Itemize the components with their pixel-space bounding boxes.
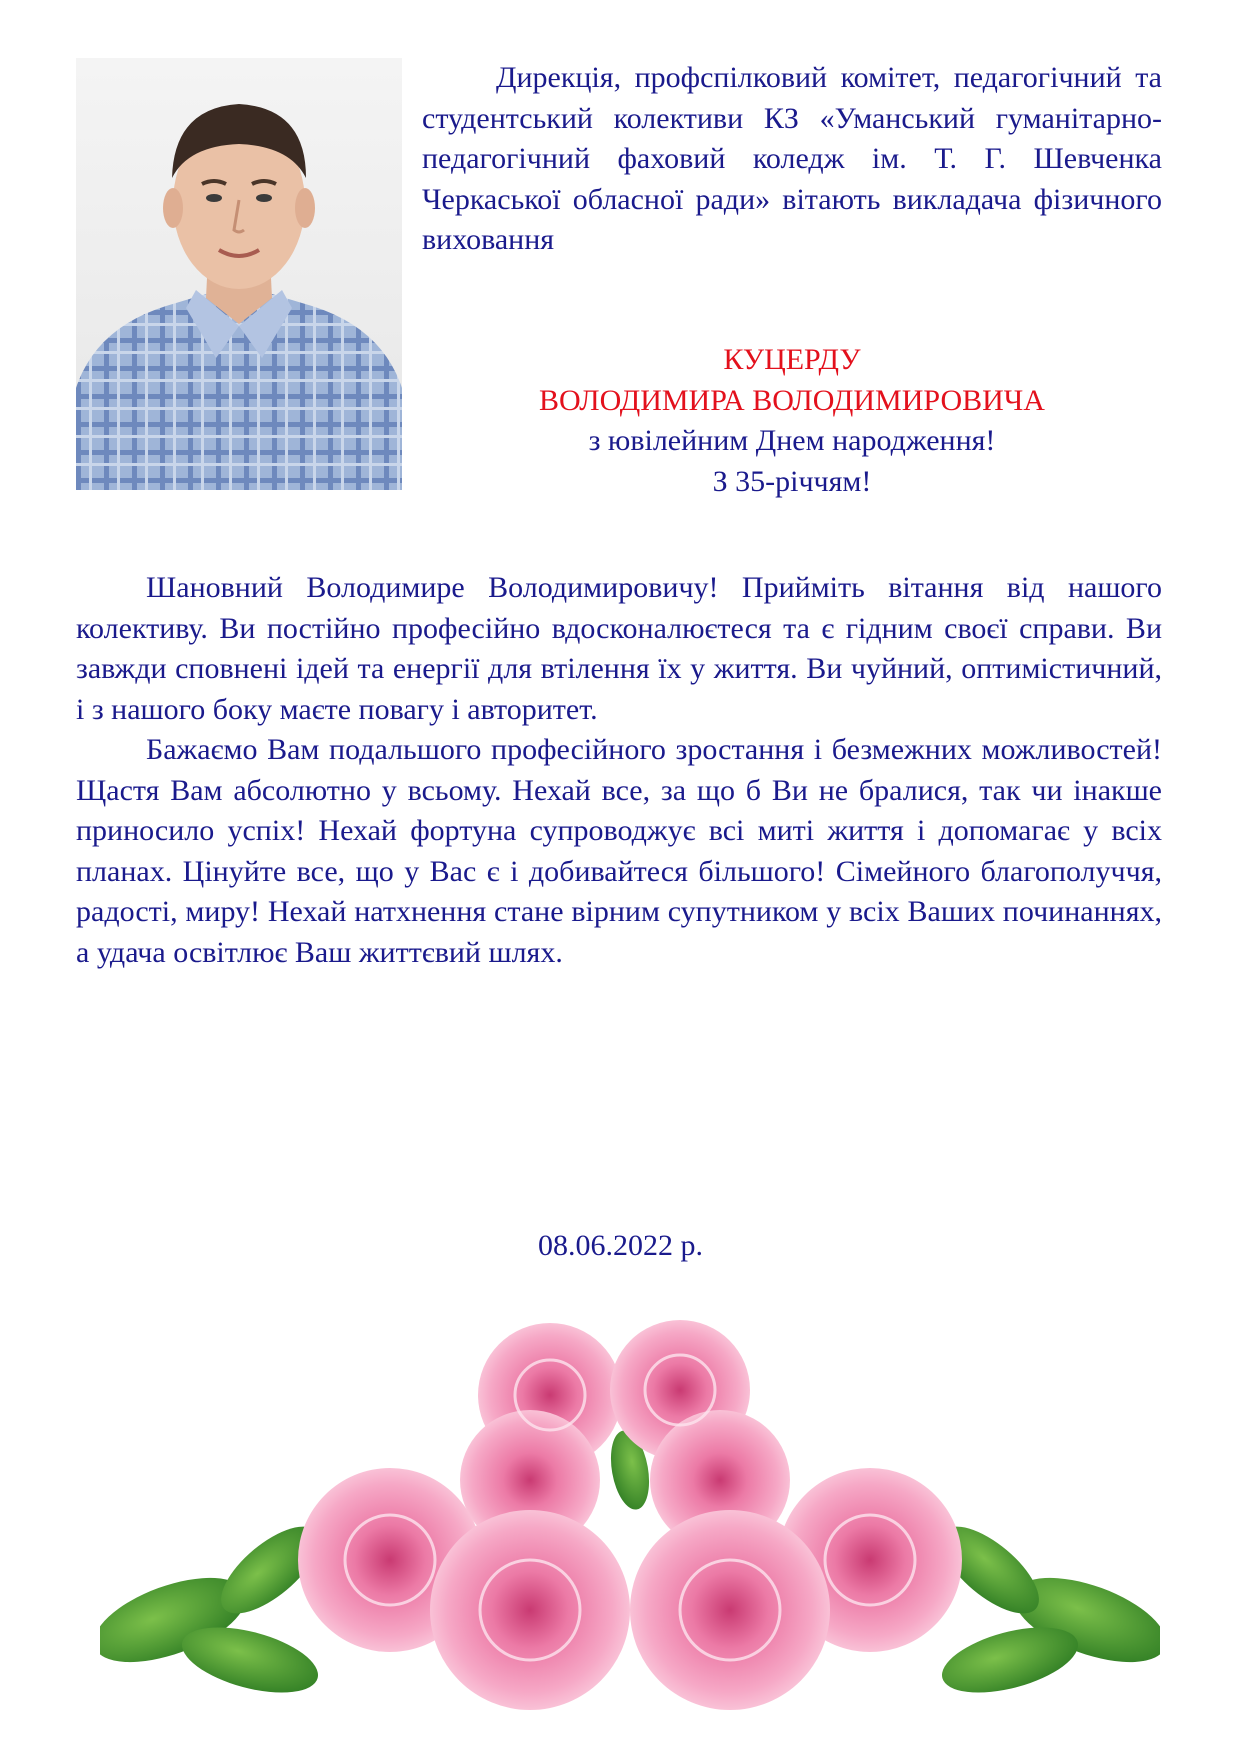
honoree-surname: КУЦЕРДУ — [723, 343, 861, 376]
leaf-group — [100, 1427, 1160, 1705]
rose-center-right — [630, 1510, 830, 1710]
occasion-line: з ювілейним Днем народження! — [588, 424, 996, 457]
honoree-block — [422, 340, 1162, 502]
document-date: 08.06.2022 р. — [538, 1229, 703, 1262]
greeting-body — [76, 568, 1162, 973]
rose-bouquet-illustration — [100, 1320, 1160, 1720]
rose-center-left — [430, 1510, 630, 1710]
honoree-given-names: ВОЛОДИМИРА ВОЛОДИМИРОВИЧА — [539, 383, 1045, 417]
portrait-illustration — [76, 58, 402, 490]
greeting-intro: Дирекція, профспілковий комітет, педагогічний та студентський колективи КЗ «Уманський гуманітарно-педагогічний фаховий коледж ім. Т. Г. Шевченка Черкаської обласної ради» вітають викладача фізичного виховання — [422, 61, 1162, 256]
anniversary-line: З 35-річчям! — [712, 464, 872, 498]
greeting-paragraph-1: Шановний Володимире Володимировичу! Прийміть вітання від нашого колективу. Ви постійно професійно вдосконалюєтеся та є гідним своєї справи. Ви завжди сповнені ідей та енергії для втілення їх у життя. Ви чуйний, оптимістичний, і з нашого боку маєте повагу і авторитет. — [76, 571, 1162, 726]
portrait-photo — [76, 58, 402, 490]
greeting-paragraph-2: Бажаємо Вам подальшого професійного зростання і безмежних можливостей! Щастя Вам абсолютно у всьому. Нехай все, за що б Ви не бралися, так чи інакше приносило успіх! Нехай фортуна супроводжує всі миті життя і допомагає у всіх планах. Цінуйте все, що у Вас є і добивайтеся більшого! Сімейного благополуччя, радості, миру! Нехай натхнення стане вірним супутником у всіх Ваших починаннях, а удача освітлює Ваш життєвий шлях. — [76, 733, 1162, 969]
